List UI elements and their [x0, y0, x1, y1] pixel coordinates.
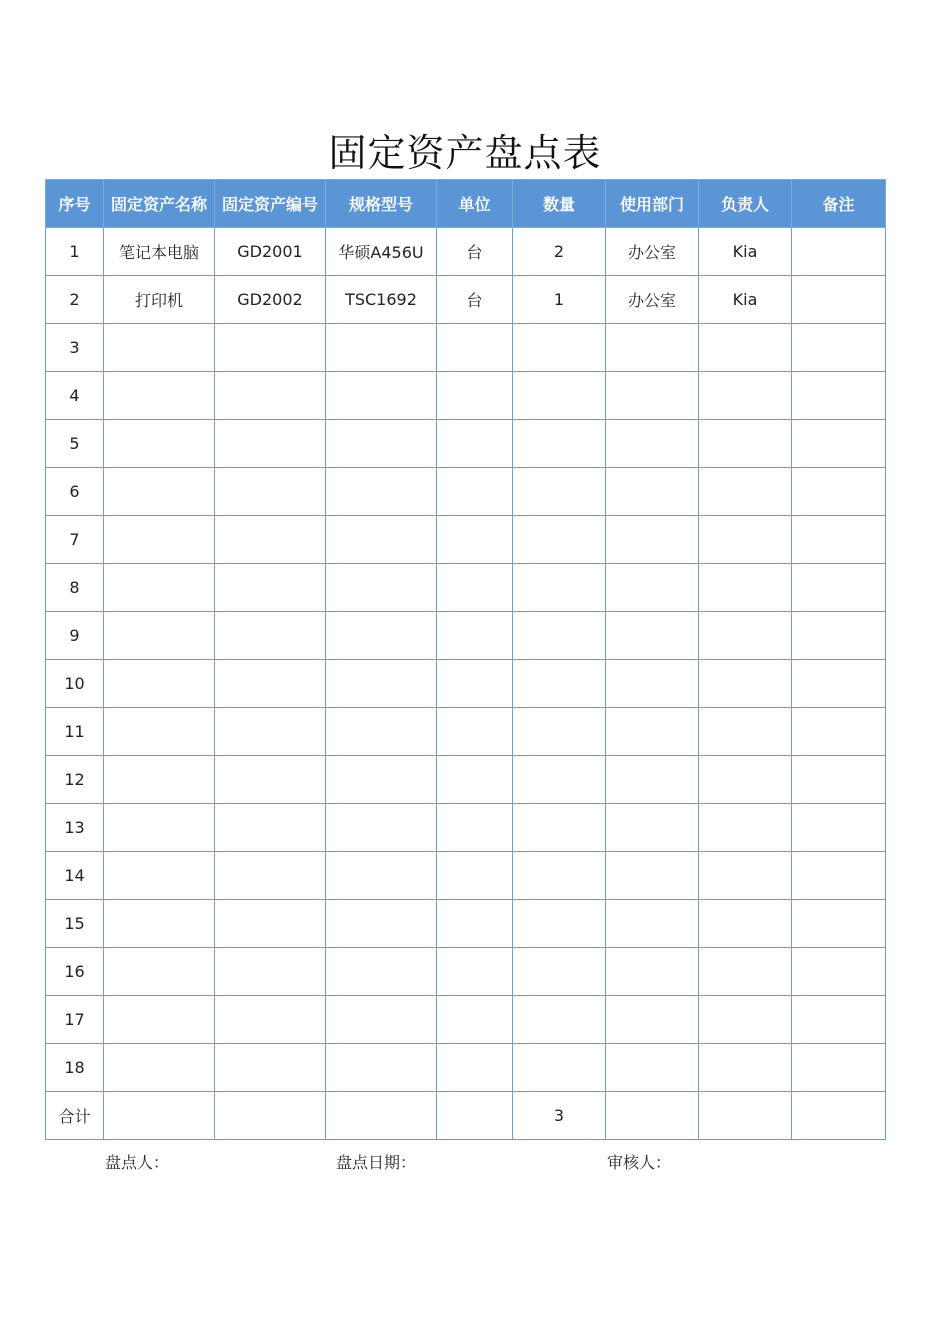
cell-quantity[interactable] [513, 516, 606, 564]
cell-model[interactable] [326, 420, 437, 468]
cell-asset-name[interactable] [104, 324, 215, 372]
cell-department[interactable] [606, 852, 699, 900]
cell-unit[interactable] [437, 612, 513, 660]
cell-department[interactable]: 办公室 [606, 228, 699, 276]
cell-model[interactable] [326, 660, 437, 708]
cell-asset-code[interactable] [215, 900, 326, 948]
cell-department[interactable] [606, 900, 699, 948]
total-label: 合计 [46, 1092, 104, 1140]
total-cell[interactable] [215, 1092, 326, 1140]
cell-asset-code[interactable] [215, 1044, 326, 1092]
cell-department[interactable] [606, 1044, 699, 1092]
cell-owner[interactable] [699, 564, 792, 612]
inventory-date-label: 盘点日期： [336, 1153, 417, 1172]
cell-department[interactable]: 办公室 [606, 276, 699, 324]
cell-department[interactable] [606, 420, 699, 468]
cell-asset-name[interactable] [104, 612, 215, 660]
cell-remarks[interactable] [792, 900, 886, 948]
table-row [46, 756, 886, 804]
cell-index[interactable]: 18 [46, 1044, 104, 1092]
cell-department[interactable] [606, 516, 699, 564]
cell-unit[interactable]: 台 [437, 228, 513, 276]
table-row [46, 900, 886, 948]
cell-owner[interactable] [699, 612, 792, 660]
cell-unit[interactable] [437, 852, 513, 900]
cell-index[interactable]: 8 [46, 564, 104, 612]
cell-asset-code[interactable] [215, 420, 326, 468]
cell-model[interactable] [326, 852, 437, 900]
table-header-row [46, 180, 886, 228]
total-cell[interactable] [792, 1092, 886, 1140]
table-row [46, 708, 886, 756]
table-row [46, 564, 886, 612]
total-cell[interactable] [104, 1092, 215, 1140]
table-row [46, 516, 886, 564]
table-row [46, 852, 886, 900]
cell-department[interactable] [606, 564, 699, 612]
cell-remarks[interactable] [792, 612, 886, 660]
cell-asset-code[interactable] [215, 756, 326, 804]
cell-model[interactable] [326, 1044, 437, 1092]
cell-owner[interactable]: Kia [699, 276, 792, 324]
cell-unit[interactable] [437, 468, 513, 516]
cell-index[interactable]: 16 [46, 948, 104, 996]
cell-model[interactable] [326, 372, 437, 420]
cell-asset-code[interactable] [215, 564, 326, 612]
table-row [46, 420, 886, 468]
cell-quantity[interactable] [513, 1044, 606, 1092]
cell-owner[interactable] [699, 852, 792, 900]
cell-model[interactable] [326, 324, 437, 372]
cell-owner[interactable] [699, 324, 792, 372]
cell-remarks[interactable] [792, 228, 886, 276]
cell-department[interactable] [606, 996, 699, 1044]
cell-unit[interactable] [437, 372, 513, 420]
cell-unit[interactable] [437, 756, 513, 804]
cell-quantity[interactable] [513, 420, 606, 468]
cell-owner[interactable] [699, 372, 792, 420]
reviewer-label: 审核人： [607, 1153, 672, 1172]
page-title: 固定资产盘点表 [328, 131, 602, 175]
cell-asset-name[interactable]: 笔记本电脑 [104, 228, 215, 276]
cell-index[interactable]: 15 [46, 900, 104, 948]
counter-label: 盘点人： [105, 1153, 170, 1172]
total-cell[interactable] [606, 1092, 699, 1140]
cell-asset-code[interactable] [215, 996, 326, 1044]
column-header-owner: 负责人 [699, 180, 792, 228]
cell-unit[interactable] [437, 804, 513, 852]
table-row [46, 276, 886, 324]
cell-model[interactable] [326, 612, 437, 660]
cell-asset-code[interactable] [215, 324, 326, 372]
cell-remarks[interactable] [792, 756, 886, 804]
column-header-quantity: 数量 [513, 180, 606, 228]
cell-unit[interactable] [437, 420, 513, 468]
cell-asset-name[interactable] [104, 708, 215, 756]
cell-asset-code[interactable] [215, 516, 326, 564]
cell-unit[interactable] [437, 708, 513, 756]
cell-model[interactable] [326, 708, 437, 756]
cell-remarks[interactable] [792, 852, 886, 900]
table-row [46, 228, 886, 276]
cell-model[interactable] [326, 996, 437, 1044]
cell-remarks[interactable] [792, 276, 886, 324]
total-cell[interactable] [326, 1092, 437, 1140]
asset-inventory-table [45, 179, 886, 1140]
cell-asset-name[interactable] [104, 1044, 215, 1092]
cell-asset-code[interactable] [215, 612, 326, 660]
cell-quantity[interactable] [513, 612, 606, 660]
total-cell[interactable] [437, 1092, 513, 1140]
cell-index[interactable]: 6 [46, 468, 104, 516]
cell-asset-code[interactable] [215, 468, 326, 516]
cell-index[interactable]: 12 [46, 756, 104, 804]
table-row [46, 948, 886, 996]
cell-model[interactable] [326, 948, 437, 996]
cell-remarks[interactable] [792, 468, 886, 516]
cell-asset-name[interactable] [104, 756, 215, 804]
cell-department[interactable] [606, 708, 699, 756]
cell-owner[interactable] [699, 756, 792, 804]
cell-department[interactable] [606, 804, 699, 852]
cell-asset-code[interactable] [215, 852, 326, 900]
cell-index[interactable]: 10 [46, 660, 104, 708]
table-row [46, 804, 886, 852]
cell-unit[interactable] [437, 948, 513, 996]
cell-index[interactable]: 17 [46, 996, 104, 1044]
cell-owner[interactable]: Kia [699, 228, 792, 276]
cell-remarks[interactable] [792, 324, 886, 372]
cell-unit[interactable] [437, 900, 513, 948]
cell-model[interactable] [326, 804, 437, 852]
table-row [46, 612, 886, 660]
cell-asset-name[interactable] [104, 804, 215, 852]
cell-asset-name[interactable] [104, 372, 215, 420]
cell-quantity[interactable] [513, 468, 606, 516]
cell-owner[interactable] [699, 708, 792, 756]
cell-unit[interactable] [437, 324, 513, 372]
cell-department[interactable] [606, 468, 699, 516]
cell-asset-name[interactable]: 打印机 [104, 276, 215, 324]
table-row [46, 996, 886, 1044]
cell-model[interactable] [326, 756, 437, 804]
cell-unit[interactable] [437, 996, 513, 1044]
cell-index[interactable]: 2 [46, 276, 104, 324]
cell-quantity[interactable] [513, 324, 606, 372]
cell-owner[interactable] [699, 948, 792, 996]
cell-quantity[interactable]: 1 [513, 276, 606, 324]
cell-owner[interactable] [699, 468, 792, 516]
cell-model[interactable]: 华硕A456U [326, 228, 437, 276]
cell-index[interactable]: 13 [46, 804, 104, 852]
cell-model[interactable] [326, 900, 437, 948]
cell-index[interactable]: 5 [46, 420, 104, 468]
cell-asset-code[interactable]: GD2001 [215, 228, 326, 276]
cell-asset-name[interactable] [104, 996, 215, 1044]
cell-model[interactable] [326, 468, 437, 516]
cell-department[interactable] [606, 372, 699, 420]
total-cell[interactable] [699, 1092, 792, 1140]
cell-department[interactable] [606, 948, 699, 996]
cell-remarks[interactable] [792, 996, 886, 1044]
cell-asset-name[interactable] [104, 948, 215, 996]
cell-remarks[interactable] [792, 708, 886, 756]
cell-index[interactable]: 1 [46, 228, 104, 276]
cell-model[interactable] [326, 564, 437, 612]
cell-remarks[interactable] [792, 660, 886, 708]
cell-asset-name[interactable] [104, 852, 215, 900]
column-header-remarks: 备注 [792, 180, 886, 228]
cell-index[interactable]: 3 [46, 324, 104, 372]
cell-quantity[interactable] [513, 852, 606, 900]
cell-asset-name[interactable] [104, 900, 215, 948]
cell-owner[interactable] [699, 516, 792, 564]
cell-quantity[interactable] [513, 372, 606, 420]
column-header-asset-code: 固定资产编号 [215, 180, 326, 228]
table-row [46, 468, 886, 516]
cell-asset-code[interactable] [215, 948, 326, 996]
cell-quantity[interactable] [513, 708, 606, 756]
cell-index[interactable]: 14 [46, 852, 104, 900]
table-row [46, 1044, 886, 1092]
total-quantity[interactable]: 3 [513, 1092, 606, 1140]
cell-remarks[interactable] [792, 804, 886, 852]
cell-remarks[interactable] [792, 948, 886, 996]
cell-index[interactable]: 11 [46, 708, 104, 756]
cell-department[interactable] [606, 324, 699, 372]
cell-asset-code[interactable] [215, 804, 326, 852]
cell-asset-name[interactable] [104, 468, 215, 516]
cell-model[interactable] [326, 516, 437, 564]
cell-department[interactable] [606, 660, 699, 708]
cell-quantity[interactable] [513, 900, 606, 948]
cell-quantity[interactable] [513, 660, 606, 708]
cell-owner[interactable] [699, 1044, 792, 1092]
cell-owner[interactable] [699, 804, 792, 852]
cell-quantity[interactable] [513, 564, 606, 612]
cell-asset-code[interactable] [215, 660, 326, 708]
cell-owner[interactable] [699, 660, 792, 708]
cell-quantity[interactable] [513, 756, 606, 804]
cell-asset-name[interactable] [104, 660, 215, 708]
table-row [46, 660, 886, 708]
cell-unit[interactable]: 台 [437, 276, 513, 324]
table-body [46, 228, 886, 1140]
cell-asset-code[interactable]: GD2002 [215, 276, 326, 324]
cell-remarks[interactable] [792, 564, 886, 612]
cell-index[interactable]: 9 [46, 612, 104, 660]
cell-department[interactable] [606, 612, 699, 660]
cell-asset-name[interactable] [104, 564, 215, 612]
cell-owner[interactable] [699, 996, 792, 1044]
cell-quantity[interactable] [513, 804, 606, 852]
column-header-index: 序号 [46, 180, 104, 228]
cell-owner[interactable] [699, 900, 792, 948]
column-header-unit: 单位 [437, 180, 513, 228]
cell-unit[interactable] [437, 564, 513, 612]
cell-remarks[interactable] [792, 516, 886, 564]
table-row [46, 324, 886, 372]
total-row [46, 1092, 886, 1140]
cell-asset-code[interactable] [215, 372, 326, 420]
cell-department[interactable] [606, 756, 699, 804]
cell-unit[interactable] [437, 1044, 513, 1092]
table-row [46, 372, 886, 420]
cell-unit[interactable] [437, 516, 513, 564]
column-header-model: 规格型号 [326, 180, 437, 228]
cell-quantity[interactable] [513, 996, 606, 1044]
cell-owner[interactable] [699, 420, 792, 468]
column-header-department: 使用部门 [606, 180, 699, 228]
cell-unit[interactable] [437, 660, 513, 708]
cell-remarks[interactable] [792, 372, 886, 420]
cell-model[interactable]: TSC1692 [326, 276, 437, 324]
column-header-asset-name: 固定资产名称 [104, 180, 215, 228]
cell-asset-code[interactable] [215, 708, 326, 756]
cell-quantity[interactable]: 2 [513, 228, 606, 276]
cell-index[interactable]: 4 [46, 372, 104, 420]
cell-remarks[interactable] [792, 1044, 886, 1092]
cell-remarks[interactable] [792, 420, 886, 468]
cell-asset-name[interactable] [104, 516, 215, 564]
cell-asset-name[interactable] [104, 420, 215, 468]
cell-quantity[interactable] [513, 948, 606, 996]
cell-index[interactable]: 7 [46, 516, 104, 564]
